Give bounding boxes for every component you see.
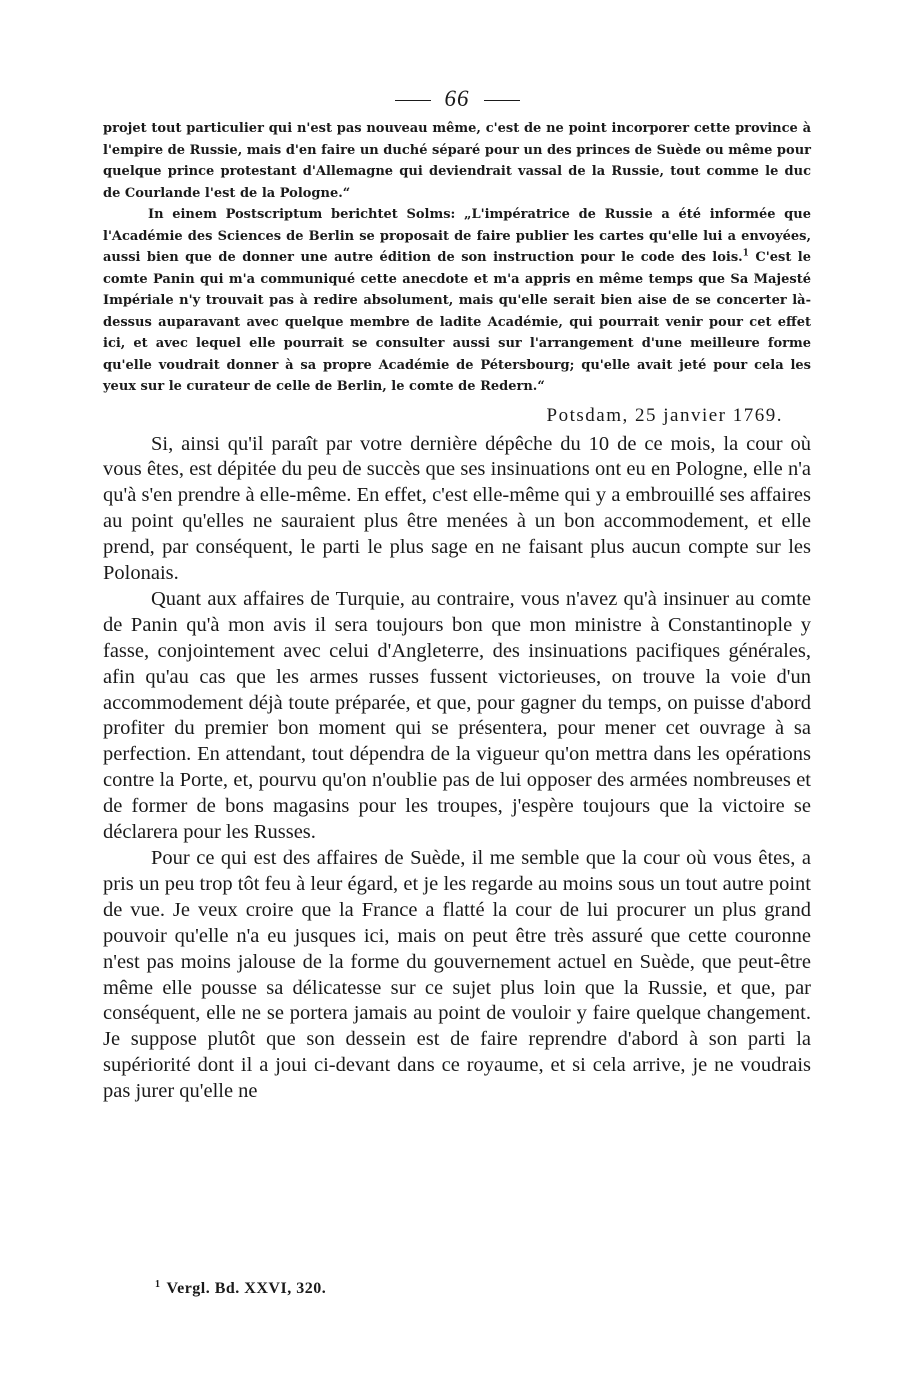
postscript-text-part2: C'est le comte Panin qui m'a communiqué cette anecdote et m'a appris en même temps que Sa Majesté Impériale n'y trouvait pas à redire absolument, mais qu'elle serait bien aise de se concerter là-dessus auparavant avec quelque membre de ladite Académie, qui pourrait venir pour cet effet ici, et avec lequel elle pourrait se consulter aussi sur l'arrangement d'une meilleure forme qu'elle voudrait donner à sa propre Académie de Pétersbourg; qu'elle avait jeté pour cela les yeux sur le curateur de celle de Berlin, le comte de Redern.“	[103, 250, 811, 394]
footnote	[155, 1279, 326, 1299]
page-header	[103, 84, 811, 114]
footnote-text: Vergl. Bd. XXVI, 320.	[166, 1280, 327, 1297]
footnote-mark: 1	[155, 1278, 161, 1290]
letter-paragraph-3: Pour ce qui est des affaires de Suède, il me semble que la cour où vous êtes, a pris un peu trop tôt feu à leur égard, et je les regarde au moins sous un tout autre point de vue. Je veux croire que la France a flatté la cour de lui procurer un plus grand pouvoir qu'elle n'a eu jusques ici, mais on peut être très assuré que cette couronne n'est pas moins jalouse de la forme du gouvernement actuel en Suède, que peut-être même elle pousse sa délicatesse sur ce sujet plus loin que la Russie, et que, par conséquent, elle ne se portera jamais au point de vouloir y faire quelque changement. Je suppose plutôt que son dessein est de faire reprendre d'abord à son parti la supériorité dont il a joui ci-devant dans ce royaume, et si cela arrive, je ne voudrais pas jurer qu'elle ne	[103, 847, 811, 1103]
page-number: 66	[444, 86, 470, 111]
letter-dateline: Potsdam, 25 janvier 1769.	[546, 404, 783, 426]
footnote-reference: 1	[742, 248, 749, 259]
letter-paragraph-1: Si, ainsi qu'il paraît par votre dernière dépêche du 10 de ce mois, la cour où vous êtes, est dépitée du peu de succès que ses insinuations ont eu en Pologne, elle n'a qu'à s'en prendre à elle-même. En effet, c'est elle-même qui y a embrouillé ses affaires au point qu'elles ne sauraient plus être menées à un bon accommodement, et elle prend, par conséquent, le parti le plus sage en ne faisant plus aucun compte sur les Polonais.	[103, 432, 811, 585]
header-dash-left	[395, 100, 431, 101]
quoted-paragraph-continuation: projet tout particulier qui n'est pas nouveau même, c'est de ne point incorporer cette province à l'empire de Russie, mais d'en faire un duché séparé pour un des princes de Suède ou même pour quelque prince protestant d'Allemagne qui deviendrait vassal de la Russie, tout comme le duc de Courlande l'est de la Pologne.“	[103, 121, 811, 201]
postscript-text-part1: In einem Postscriptum berichtet Solms: „L'impératrice de Russie a été informée que l'Académie des Sciences de Berlin se proposait de faire publier les cartes qu'elle lui a envoyées, aussi bien que de donner une autre édition de son instruction pour le code des lois.	[103, 207, 811, 265]
page-body	[103, 84, 811, 1105]
letter-paragraph-2: Quant aux affaires de Turquie, au contraire, vous n'avez qu'à insinuer au comte de Panin qu'à mon avis il sera toujours bon que mon ministre à Constantinople y fasse, conjointement avec celui d'Angleterre, des insinuations pacifiques générales, afin qu'au cas que les armes russes fussent victorieuses, on trouve la voie d'un accommodement déjà toute préparée, et que, pour gagner du temps, on puisse d'abord profiter du premier bon moment qui se présentera, pour mener cet ouvrage à sa perfection. En attendant, tout dépendra de la vigueur qu'on mettra dans les opérations contre la Porte, et, pourvu qu'on n'oublie pas de lui opposer des armées nombreuses et de former de bons magasins pour les troupes, j'espère toujours que la victoire se déclarera pour les Russes.	[103, 587, 811, 844]
postscript-paragraph	[103, 204, 811, 398]
header-dash-right	[484, 100, 520, 101]
